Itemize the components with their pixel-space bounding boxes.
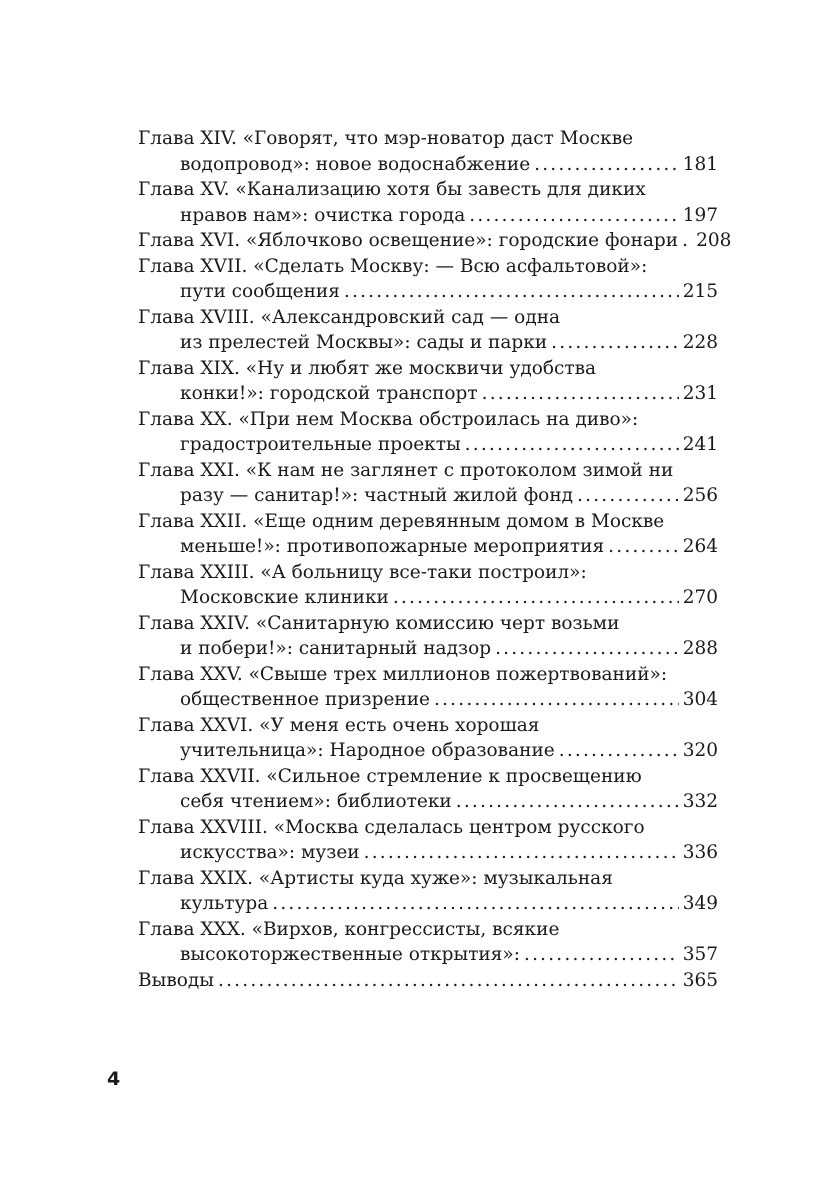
dot-leader — [551, 330, 679, 356]
toc-page-ref: 215 — [682, 281, 718, 302]
toc-page-ref: 197 — [682, 204, 718, 226]
toc-page-ref: 349 — [682, 893, 718, 914]
dot-leader — [344, 279, 679, 305]
toc-page-ref: 365 — [682, 969, 718, 991]
dot-leader — [534, 152, 679, 178]
toc-entry-title-line: Глава XXVII. «Сильное стремление к просвещению — [138, 765, 642, 787]
dot-leader — [465, 432, 679, 458]
toc-entry-title-line: Глава XVII. «Сделать Москву: — Всю асфальтовой»: — [138, 255, 648, 277]
toc-page-ref: 332 — [682, 791, 718, 812]
toc-entry — [138, 509, 718, 560]
dot-leader — [218, 968, 679, 994]
toc-entry-title-line: Глава XXI. «К нам не заглянет с протоколом зимой ни — [138, 459, 674, 481]
toc-entry-title-end: искусства»: музеи — [180, 842, 360, 863]
toc-entry-title-line: Глава XXVI. «У меня есть очень хорошая — [138, 714, 540, 736]
page-number: 4 — [107, 1068, 121, 1090]
toc-entry-title-end: пути сообщения — [180, 281, 340, 302]
toc-entry-title-line: Глава XXV. «Свыше трех миллионов пожертвований»: — [138, 663, 668, 685]
dot-leader — [434, 687, 679, 713]
toc-entry-title-end: градостроительные проекты — [180, 434, 461, 455]
toc-page-ref: 181 — [682, 153, 718, 175]
dot-leader — [524, 942, 679, 968]
toc-entry — [138, 407, 718, 458]
toc-page-ref: 336 — [682, 842, 718, 863]
toc-entry-title-line: Глава XXIII. «А больницу все-таки построил»: — [138, 561, 587, 583]
toc-page-ref: 288 — [682, 638, 718, 659]
toc-entry — [138, 458, 718, 509]
toc-entry-title-end: высокоторжественные открытия»: — [180, 944, 520, 965]
toc-page-ref: 231 — [682, 383, 718, 404]
toc-entry-title-line: Глава XIX. «Ну и любят же москвичи удобства — [138, 357, 597, 379]
toc-entry — [138, 713, 718, 764]
toc-entry — [138, 611, 718, 662]
toc-entry — [138, 177, 718, 228]
dot-leader — [469, 203, 678, 229]
toc-entry-title-end: общественное призрение — [180, 689, 431, 710]
toc-entry — [138, 968, 718, 994]
toc-entry-title-end: Московские клиники — [180, 587, 389, 608]
toc-page-ref: 320 — [682, 740, 718, 761]
toc-page-ref: 241 — [682, 434, 718, 455]
toc-entry-title-end: и побери!»: санитарный надзор — [180, 638, 492, 659]
toc-entry — [138, 815, 718, 866]
toc-entry-title-end: разу — санитар!»: частный жилой фонд — [180, 485, 574, 506]
dot-leader — [495, 636, 679, 662]
toc-entry-title-end: себя чтением»: библиотеки — [180, 791, 452, 812]
toc-entry-title-end: культура — [180, 893, 269, 914]
toc-entry-title-end: учительница»: Народное образование — [180, 740, 555, 761]
toc-entry-title-line: Глава XXX. «Вирхов, конгрессисты, всякие — [138, 918, 560, 940]
toc-entry — [138, 356, 718, 407]
toc-entry-title-end: конки!»: городской транспорт — [180, 383, 478, 404]
toc-entry-title-end: водопровод»: новое водоснабжение — [180, 153, 531, 175]
dot-leader — [456, 789, 679, 815]
toc-entry — [138, 764, 718, 815]
toc-page-ref: 357 — [682, 944, 718, 965]
table-of-contents — [138, 126, 732, 993]
toc-entry-title: Глава XVI. «Яблочково освещение»: городские фонари — [138, 230, 679, 251]
toc-entry — [138, 126, 718, 177]
toc-page-ref: 270 — [682, 587, 718, 608]
toc-entry-title: Выводы — [138, 969, 214, 991]
dot-leader — [482, 381, 679, 407]
toc-entry-title-line: Глава XX. «При нем Москва обстроилась на диво»: — [138, 408, 639, 430]
toc-entry — [138, 917, 718, 968]
dot-leader — [393, 585, 679, 611]
dot-leader — [559, 738, 679, 764]
toc-entry-title-line: Глава XXVIII. «Москва сделалась центром русского — [138, 816, 645, 838]
toc-page-ref: 264 — [682, 536, 718, 557]
toc-page-ref: 256 — [682, 485, 718, 506]
dot-leader — [682, 228, 692, 254]
toc-entry-title-end: из прелестей Москвы»: сады и парки — [180, 332, 548, 353]
toc-entry-title-end: меньше!»: противопожарные мероприятия — [180, 536, 605, 557]
toc-page-ref: 304 — [682, 689, 718, 710]
toc-entry — [138, 560, 718, 611]
toc-entry-title-line: Глава XXII. «Еще одним деревянным домом в Москве — [138, 510, 665, 532]
toc-entry-title-end: нравов нам»: очистка города — [180, 204, 466, 226]
toc-page-ref: 208 — [696, 230, 732, 251]
dot-leader — [577, 483, 679, 509]
toc-page-ref: 228 — [682, 332, 718, 353]
dot-leader — [272, 891, 678, 917]
toc-entry — [138, 305, 718, 356]
toc-entry-title-line: Глава XIV. «Говорят, что мэр-новатор даст Москве — [138, 128, 634, 149]
toc-entry — [138, 866, 718, 917]
dot-leader — [608, 534, 679, 560]
dot-leader — [364, 840, 679, 866]
toc-entry — [138, 254, 718, 305]
toc-entry — [138, 228, 732, 254]
toc-entry-title-line: Глава XVIII. «Александровский сад — одна — [138, 306, 561, 328]
toc-entry-title-line: Глава XV. «Канализацию хотя бы завесть для диких — [138, 179, 646, 200]
toc-entry — [138, 662, 718, 713]
toc-entry-title-line: Глава XXIX. «Артисты куда хуже»: музыкальная — [138, 867, 613, 889]
toc-entry-title-line: Глава XXIV. «Санитарную комиссию черт возьми — [138, 612, 620, 634]
